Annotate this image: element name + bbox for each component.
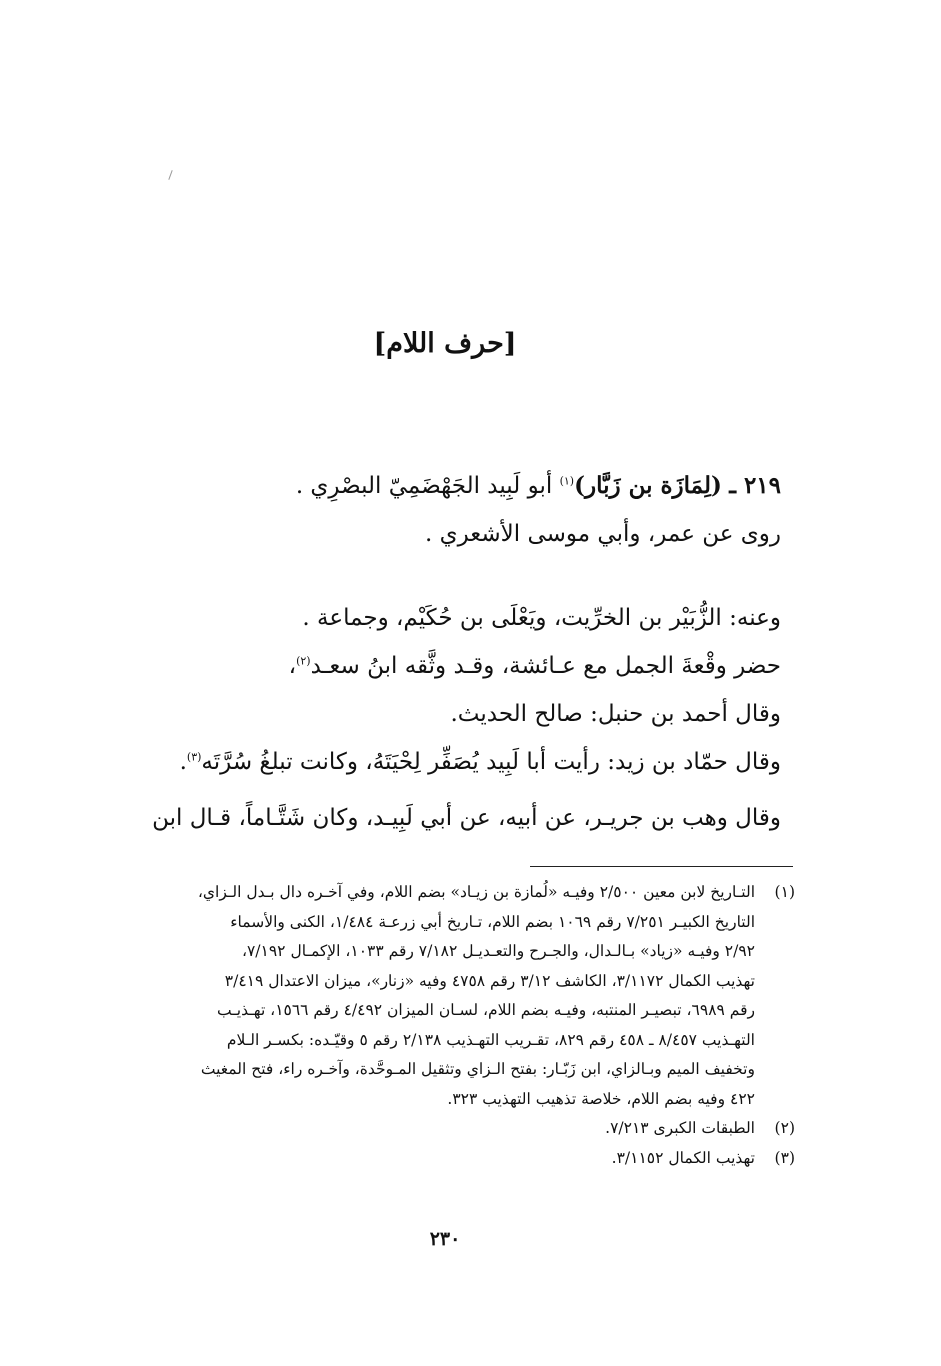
entry-kunya: أبو لَبِيد الجَهْضَمِيّ البصْرِي . xyxy=(295,473,553,499)
paragraph-gap-small xyxy=(90,786,781,794)
entry-line-hadar xyxy=(90,642,781,690)
footnote-ref-3[interactable]: (٣) xyxy=(186,750,202,764)
entry-line-anhu: وعنه: الزُّبَيْر بن الخرِّيت، ويَعْلَى بن حُكَيْم، وجماعة . xyxy=(302,605,781,631)
footnote-1 xyxy=(108,878,795,1114)
footnote-line: ٤٢٢ وفيه بضم اللام، خلاصة تذهيب التهذيب ٣٢٣. xyxy=(447,1089,755,1108)
scan-speck xyxy=(168,170,172,180)
entry-line-hadar-end: ، xyxy=(288,653,297,679)
entry-name: (لِمَازَة بن زَبَّار) xyxy=(574,472,722,499)
footnote-line: ٢/٩٢ وفيـه «زياد» بـالـدال، والجـرح والتعـديـل ٧/١٨٢ رقم ١٠٣٣، الإكمـال ٧/١٩٢، xyxy=(241,942,755,960)
entry-number: ٢١٩ ـ xyxy=(729,472,781,499)
page-number: ٢٣٠ xyxy=(429,1228,461,1250)
footnote-text xyxy=(108,878,755,1114)
section-title: [حرف اللام] xyxy=(373,328,517,359)
entry-heading-line xyxy=(90,462,781,510)
entry-line-ahmad: وقال أحمد بن حنبل: صالح الحديث. xyxy=(450,701,781,727)
entry-line-wahb: وقال وهب بن جريـر، عن أبيه، عن أبي لَبِيـد، وكان شَتَّـاماً، قـال ابن xyxy=(152,805,781,831)
footnote-line: التاريخ الكبيـر ٧/٢٥١ رقم ١٠٦٩ بضم اللام، تـاريخ أبي زرعـة ١/٤٨٤، الكنى والأسماء xyxy=(230,912,755,931)
footnote-line: وتخفيف الميم وبـالزاي، ابن زَبّـار: بفتح الـزاي وتثقيل المـوحَّدة، وآخـره راء، فتح المغيث xyxy=(200,1060,755,1078)
footnote-text xyxy=(108,1114,755,1144)
entry-line-riwaya: روى عن عمر، وأبي موسى الأشعري . xyxy=(424,521,781,547)
footnote-number: (٢) xyxy=(774,1119,795,1137)
footnote-number: (٣) xyxy=(774,1148,795,1167)
footnote-text xyxy=(108,1144,755,1174)
entry-line-hadar-text: حضر وقْعةَ الجمل مع عـائشة، وقـد وثَّقه ابنُ سعـد xyxy=(310,653,781,679)
footnote-separator xyxy=(530,866,793,867)
footnote-line: رقم ٦٩٨٩، تبصيـر المنتبه، وفيـه بضم اللام، لسـان الميزان ٤/٤٩٢ رقم ١٥٦٦، تهـذيـب xyxy=(217,1001,755,1019)
biography-entry xyxy=(90,462,781,842)
footnote-line: التـاريخ لابن معين ٢/٥٠٠ وفيـه «لُمازة بن زيـاد» بضم اللام، وفي آخـره دال بـدل الـزاي، xyxy=(197,883,755,901)
entry-line-hammad-end: . xyxy=(179,749,187,775)
footnote-3 xyxy=(108,1144,795,1174)
footnote-line: التهـذيب ٨/٤٥٧ ـ ٤٥٨ رقم ٨٢٩، تقـريب التهـذيب ٢/١٣٨ رقم ٥ وقيّـده: بكسـر الـلام xyxy=(226,1030,755,1049)
footnote-2 xyxy=(108,1114,795,1144)
footnotes xyxy=(108,878,795,1173)
paragraph-gap xyxy=(90,558,781,594)
entry-line-hammad-text: وقال حمّاد بن زيد: رأيت أبا لَبِيد يُصَفِّر لِحْيَتَهُ، وكانت تبلغُ سُرَّتَه xyxy=(201,749,781,775)
footnote-ref-1[interactable]: (١) xyxy=(559,474,575,488)
footnote-ref-2[interactable]: (٢) xyxy=(296,654,311,668)
footnote-line: تهذيب الكمال ٣/١١٥٢. xyxy=(611,1148,755,1167)
footnote-line: تهذيب الكمال ٣/١١٧٢، الكاشف ٣/١٢ رقم ٤٧٥٨ وفيه «زنار»، ميزان الاعتدال ٣/٤١٩ xyxy=(224,971,755,990)
footnote-number: (١) xyxy=(774,883,795,901)
entry-line-hammad xyxy=(90,738,781,786)
footnote-line: الطبقات الكبرى ٧/٢١٣. xyxy=(605,1119,755,1137)
